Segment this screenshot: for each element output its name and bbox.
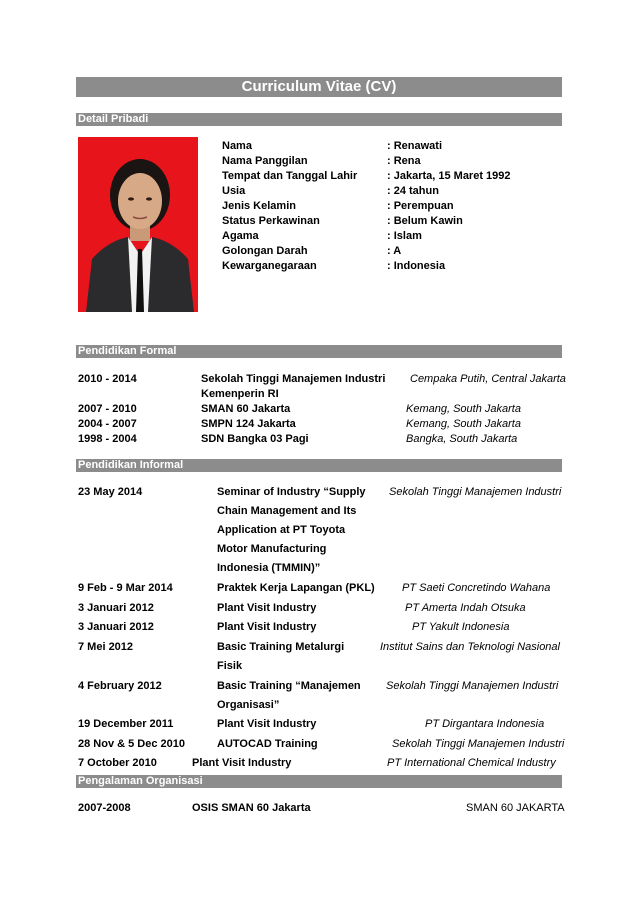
informal-date: 7 October 2010 [78,757,157,769]
informal-org: Institut Sains dan Teknologi Nasional [380,641,560,653]
personal-value: : A [387,245,402,257]
informal-org: Sekolah Tinggi Manajemen Industri [392,738,565,750]
personal-value: : Perempuan [387,200,454,212]
section-header-formal: Pendidikan Formal [76,345,562,358]
informal-title: Seminar of Industry “Supply [217,486,366,498]
formal-period: 2004 - 2007 [78,418,137,430]
organization-name: OSIS SMAN 60 Jakarta [192,802,311,814]
informal-title: Plant Visit Industry [217,602,317,614]
informal-date: 23 May 2014 [78,486,143,498]
informal-title: Plant Visit Industry [217,621,317,633]
formal-place: Kemang, South Jakarta [406,403,521,415]
formal-school: SDN Bangka 03 Pagi [201,433,309,445]
organization-period: 2007-2008 [78,802,131,814]
personal-label: Nama Panggilan [222,155,308,167]
informal-title: Indonesia (TMMIN)” [217,562,321,574]
personal-value: : Islam [387,230,422,242]
informal-date: 19 December 2011 [78,718,174,730]
informal-date: 3 Januari 2012 [78,602,154,614]
informal-org: Sekolah Tinggi Manajemen Industri [386,680,559,692]
formal-school: SMPN 124 Jakarta [201,418,296,430]
informal-title: Motor Manufacturing [217,543,327,555]
personal-label: Jenis Kelamin [222,200,296,212]
informal-title: Fisik [217,660,243,672]
formal-place: Bangka, South Jakarta [406,433,518,445]
personal-label: Golongan Darah [222,245,308,257]
informal-title: Organisasi” [217,699,280,711]
formal-school: SMAN 60 Jakarta [201,403,291,415]
formal-school-line2: Kemenperin RI [201,388,279,400]
informal-title: Plant Visit Industry [217,718,317,730]
personal-value: : 24 tahun [387,185,439,197]
informal-title: Plant Visit Industry [192,757,292,769]
informal-date: 9 Feb - 9 Mar 2014 [78,582,173,594]
organization-place: SMAN 60 JAKARTA [466,802,565,814]
personal-label: Usia [222,185,246,197]
informal-date: 4 February 2012 [78,680,162,692]
section-header-informal: Pendidikan Informal [76,459,562,472]
personal-label: Agama [222,230,259,242]
informal-title: AUTOCAD Training [217,738,318,750]
informal-title: Praktek Kerja Lapangan (PKL) [217,582,375,594]
page-title: Curriculum Vitae (CV) [241,78,397,95]
informal-date: 28 Nov & 5 Dec 2010 [78,738,186,750]
personal-label: Nama [222,140,252,152]
informal-title: Basic Training Metalurgi [217,641,345,653]
informal-date: 7 Mei 2012 [78,641,134,653]
formal-period: 2010 - 2014 [78,373,137,385]
personal-value: : Indonesia [387,260,446,272]
formal-place: Kemang, South Jakarta [406,418,521,430]
personal-value: : Rena [387,155,421,167]
informal-org: Sekolah Tinggi Manajemen Industri [389,486,562,498]
profile-photo [78,137,198,312]
personal-label: Kewarganegaraan [222,260,317,272]
informal-org: PT Amerta Indah Otsuka [405,602,526,614]
section-header-organization: Pengalaman Organisasi [76,775,562,788]
personal-value: : Renawati [387,140,443,152]
informal-org: PT Saeti Concretindo Wahana [402,582,551,594]
formal-school: Sekolah Tinggi Manajemen Industri [201,373,386,385]
formal-period: 1998 - 2004 [78,433,137,445]
section-header-personal: Detail Pribadi [76,113,562,126]
informal-title: Basic Training “Manajemen [217,680,361,692]
formal-period: 2007 - 2010 [78,403,137,415]
personal-value: : Jakarta, 15 Maret 1992 [387,170,511,182]
personal-label: Tempat dan Tanggal Lahir [222,170,358,182]
formal-place: Cempaka Putih, Central Jakarta [410,373,566,385]
person-portrait-icon [78,137,198,312]
personal-label: Status Perkawinan [222,215,320,227]
informal-title: Chain Management and Its [217,505,357,517]
informal-date: 3 Januari 2012 [78,621,154,633]
informal-org: PT International Chemical Industry [387,757,556,769]
personal-value: : Belum Kawin [387,215,463,227]
informal-org: PT Dirgantara Indonesia [425,718,545,730]
informal-org: PT Yakult Indonesia [412,621,510,633]
informal-title: Application at PT Toyota [217,524,346,536]
